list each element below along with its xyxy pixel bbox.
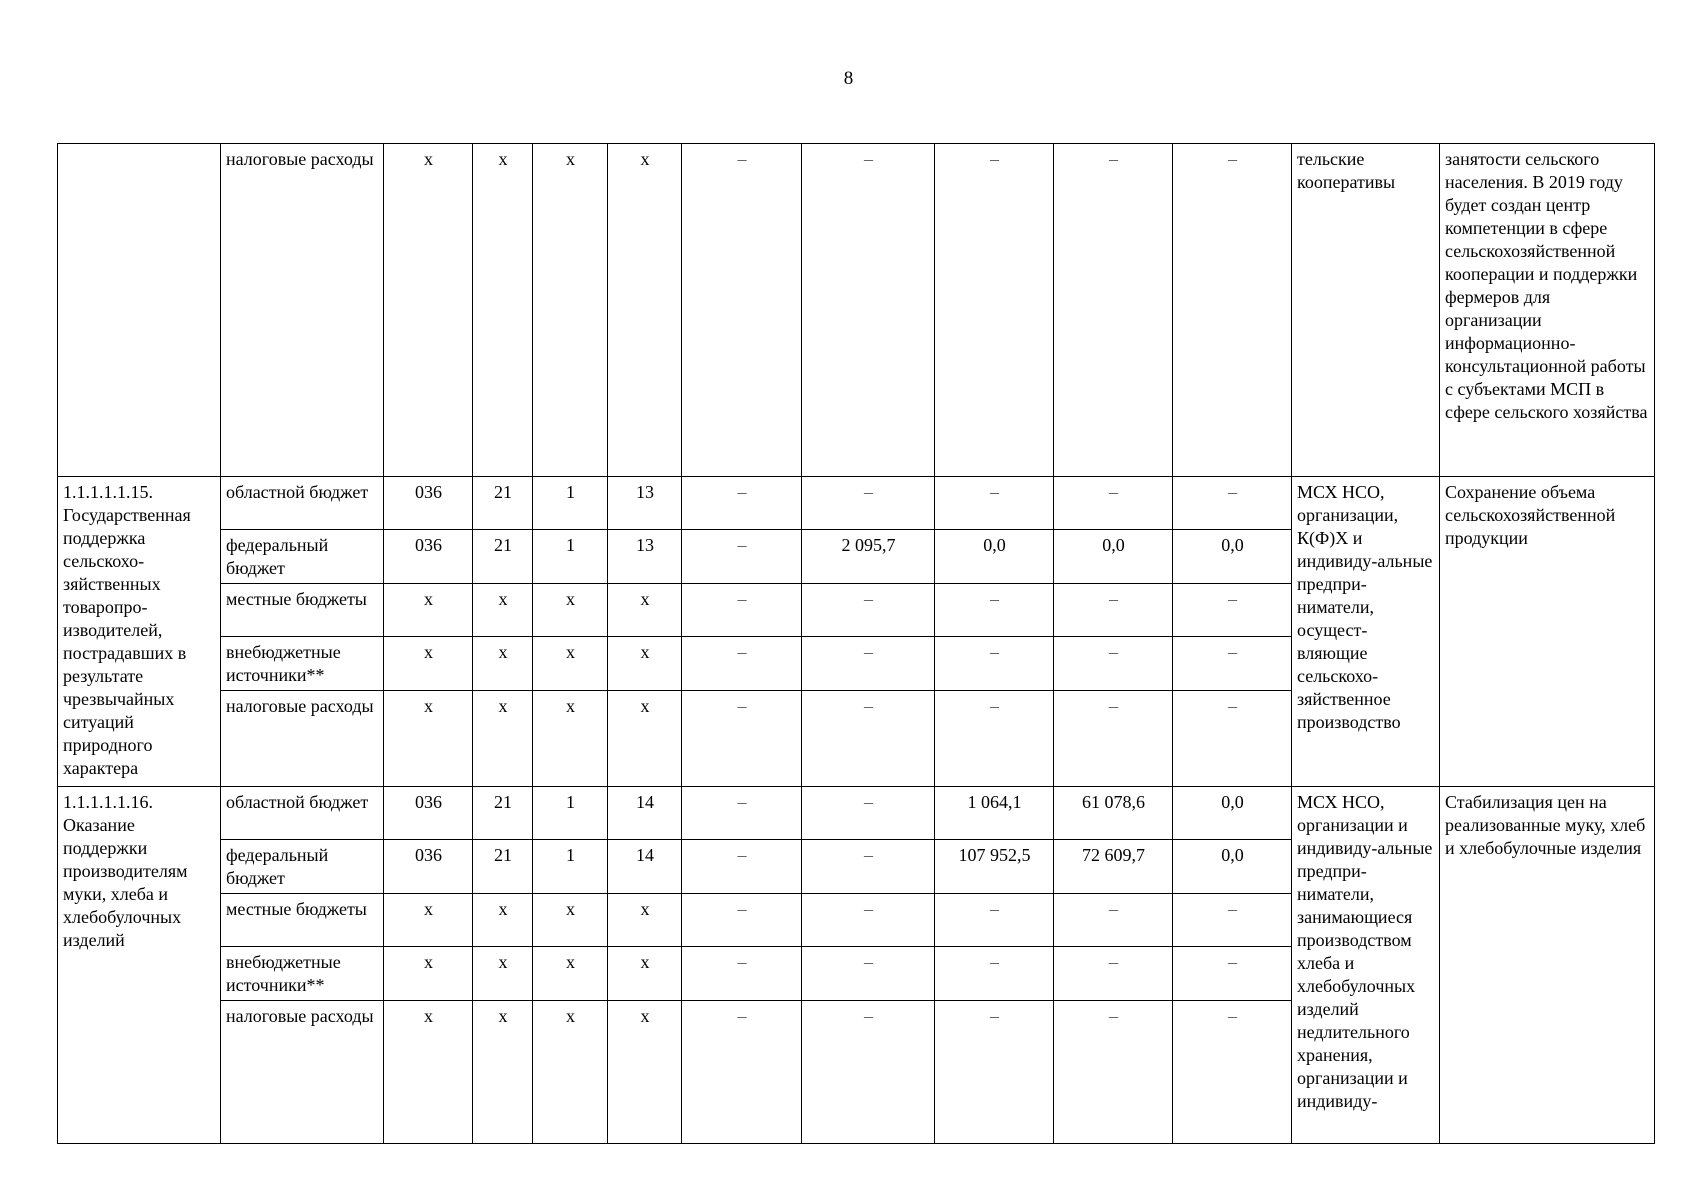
- value-cell: 0,0: [1054, 530, 1173, 584]
- value-cell: –: [935, 1001, 1054, 1144]
- om-cell: х: [608, 144, 682, 477]
- grbs-cell: 036: [384, 787, 473, 840]
- funding-source-cell: налоговые расходы: [221, 1001, 384, 1144]
- gp-cell: х: [473, 947, 533, 1001]
- value-cell: –: [802, 894, 935, 947]
- program-activities-table: [57, 143, 1655, 1144]
- pgp-cell: х: [533, 894, 608, 947]
- executor-cell: МСХ НСО, организации и индивиду-альные предпри-ниматели, занимающиеся производством хлеба и хлебобулочных изделий недлительного хранения, организации и индивиду-: [1292, 787, 1440, 1144]
- gp-cell: 21: [473, 530, 533, 584]
- value-cell: –: [682, 691, 802, 787]
- om-cell: 13: [608, 530, 682, 584]
- pgp-cell: 1: [533, 530, 608, 584]
- gp-cell: х: [473, 691, 533, 787]
- value-cell: –: [682, 1001, 802, 1144]
- gp-cell: х: [473, 1001, 533, 1144]
- value-cell: 0,0: [1173, 530, 1292, 584]
- funding-source-cell: внебюджетные источники**: [221, 947, 384, 1001]
- value-cell: –: [935, 894, 1054, 947]
- program-cell: 1.1.1.1.1.16. Оказание поддержки производителям муки, хлеба и хлебобулочных изделий: [58, 787, 221, 1144]
- value-cell: 107 952,5: [935, 840, 1054, 894]
- value-cell: –: [682, 637, 802, 691]
- funding-source-cell: внебюджетные источники**: [221, 637, 384, 691]
- value-cell: –: [802, 947, 935, 1001]
- value-cell: –: [935, 144, 1054, 477]
- gp-cell: 21: [473, 787, 533, 840]
- value-cell: 0,0: [1173, 840, 1292, 894]
- om-cell: х: [608, 691, 682, 787]
- funding-source-cell: налоговые расходы: [221, 691, 384, 787]
- grbs-cell: х: [384, 1001, 473, 1144]
- gp-cell: 21: [473, 477, 533, 530]
- value-cell: –: [935, 947, 1054, 1001]
- value-cell: –: [1054, 144, 1173, 477]
- om-cell: х: [608, 947, 682, 1001]
- om-cell: 13: [608, 477, 682, 530]
- grbs-cell: х: [384, 584, 473, 637]
- om-cell: х: [608, 584, 682, 637]
- page-number: 8: [843, 68, 854, 89]
- grbs-cell: х: [384, 144, 473, 477]
- grbs-cell: 036: [384, 477, 473, 530]
- funding-source-cell: федеральный бюджет: [221, 530, 384, 584]
- value-cell: –: [1054, 637, 1173, 691]
- value-cell: –: [1173, 584, 1292, 637]
- pgp-cell: 1: [533, 840, 608, 894]
- om-cell: х: [608, 1001, 682, 1144]
- value-cell: –: [1054, 1001, 1173, 1144]
- funding-source-cell: федеральный бюджет: [221, 840, 384, 894]
- gp-cell: х: [473, 894, 533, 947]
- funding-source-cell: областной бюджет: [221, 477, 384, 530]
- value-cell: –: [682, 787, 802, 840]
- pgp-cell: 1: [533, 477, 608, 530]
- program-cell: [58, 144, 221, 477]
- grbs-cell: х: [384, 947, 473, 1001]
- gp-cell: х: [473, 637, 533, 691]
- program-cell: 1.1.1.1.1.15. Государственная поддержка сельскохо-зяйственных товаропро-изводителей, пострадавших в результате чрезвычайных ситуаций природного характера: [58, 477, 221, 787]
- value-cell: –: [935, 691, 1054, 787]
- table-row: [58, 477, 1655, 530]
- gp-cell: х: [473, 144, 533, 477]
- value-cell: –: [802, 637, 935, 691]
- value-cell: –: [935, 477, 1054, 530]
- value-cell: 72 609,7: [1054, 840, 1173, 894]
- value-cell: –: [1054, 584, 1173, 637]
- value-cell: –: [682, 477, 802, 530]
- result-cell: Сохранение объема сельскохозяйственной продукции: [1440, 477, 1655, 787]
- value-cell: –: [1173, 144, 1292, 477]
- value-cell: –: [682, 894, 802, 947]
- value-cell: –: [802, 691, 935, 787]
- pgp-cell: х: [533, 691, 608, 787]
- funding-source-cell: местные бюджеты: [221, 894, 384, 947]
- pgp-cell: х: [533, 637, 608, 691]
- om-cell: 14: [608, 840, 682, 894]
- value-cell: –: [802, 584, 935, 637]
- grbs-cell: 036: [384, 840, 473, 894]
- value-cell: –: [1054, 691, 1173, 787]
- value-cell: –: [682, 530, 802, 584]
- value-cell: –: [682, 840, 802, 894]
- table-row: [58, 787, 1655, 840]
- om-cell: х: [608, 894, 682, 947]
- executor-cell: МСХ НСО, организации, К(Ф)Х и индивиду-альные предпри-ниматели, осущест-вляющие сельскохо-зяйственное производство: [1292, 477, 1440, 787]
- grbs-cell: х: [384, 894, 473, 947]
- pgp-cell: х: [533, 947, 608, 1001]
- value-cell: –: [1054, 477, 1173, 530]
- value-cell: 1 064,1: [935, 787, 1054, 840]
- value-cell: 0,0: [935, 530, 1054, 584]
- value-cell: –: [935, 637, 1054, 691]
- gp-cell: х: [473, 584, 533, 637]
- value-cell: –: [1173, 637, 1292, 691]
- table-row: [58, 144, 1655, 477]
- grbs-cell: х: [384, 691, 473, 787]
- value-cell: –: [1054, 894, 1173, 947]
- value-cell: –: [682, 144, 802, 477]
- result-cell: занятости сельского населения. В 2019 году будет создан центр компетенции в сфере сельскохозяйственной кооперации и поддержки фермеров для организации информационно-консультационной работы с субъектами МСП в сфере сельского хозяйства: [1440, 144, 1655, 477]
- pgp-cell: х: [533, 584, 608, 637]
- pgp-cell: х: [533, 144, 608, 477]
- value-cell: –: [802, 1001, 935, 1144]
- funding-source-cell: налоговые расходы: [221, 144, 384, 477]
- value-cell: –: [802, 144, 935, 477]
- om-cell: 14: [608, 787, 682, 840]
- value-cell: 61 078,6: [1054, 787, 1173, 840]
- value-cell: 0,0: [1173, 787, 1292, 840]
- gp-cell: 21: [473, 840, 533, 894]
- value-cell: –: [1173, 691, 1292, 787]
- value-cell: –: [1173, 1001, 1292, 1144]
- funding-source-cell: местные бюджеты: [221, 584, 384, 637]
- value-cell: –: [802, 477, 935, 530]
- value-cell: –: [935, 584, 1054, 637]
- executor-cell: тельские кооперативы: [1292, 144, 1440, 477]
- pgp-cell: х: [533, 1001, 608, 1144]
- value-cell: –: [1054, 947, 1173, 1001]
- pgp-cell: 1: [533, 787, 608, 840]
- value-cell: –: [802, 840, 935, 894]
- funding-source-cell: областной бюджет: [221, 787, 384, 840]
- grbs-cell: 036: [384, 530, 473, 584]
- value-cell: –: [1173, 894, 1292, 947]
- value-cell: –: [1173, 477, 1292, 530]
- value-cell: –: [682, 947, 802, 1001]
- value-cell: –: [682, 584, 802, 637]
- grbs-cell: х: [384, 637, 473, 691]
- om-cell: х: [608, 637, 682, 691]
- result-cell: Стабилизация цен на реализованные муку, хлеб и хлебобулочные изделия: [1440, 787, 1655, 1144]
- value-cell: –: [802, 787, 935, 840]
- value-cell: 2 095,7: [802, 530, 935, 584]
- value-cell: –: [1173, 947, 1292, 1001]
